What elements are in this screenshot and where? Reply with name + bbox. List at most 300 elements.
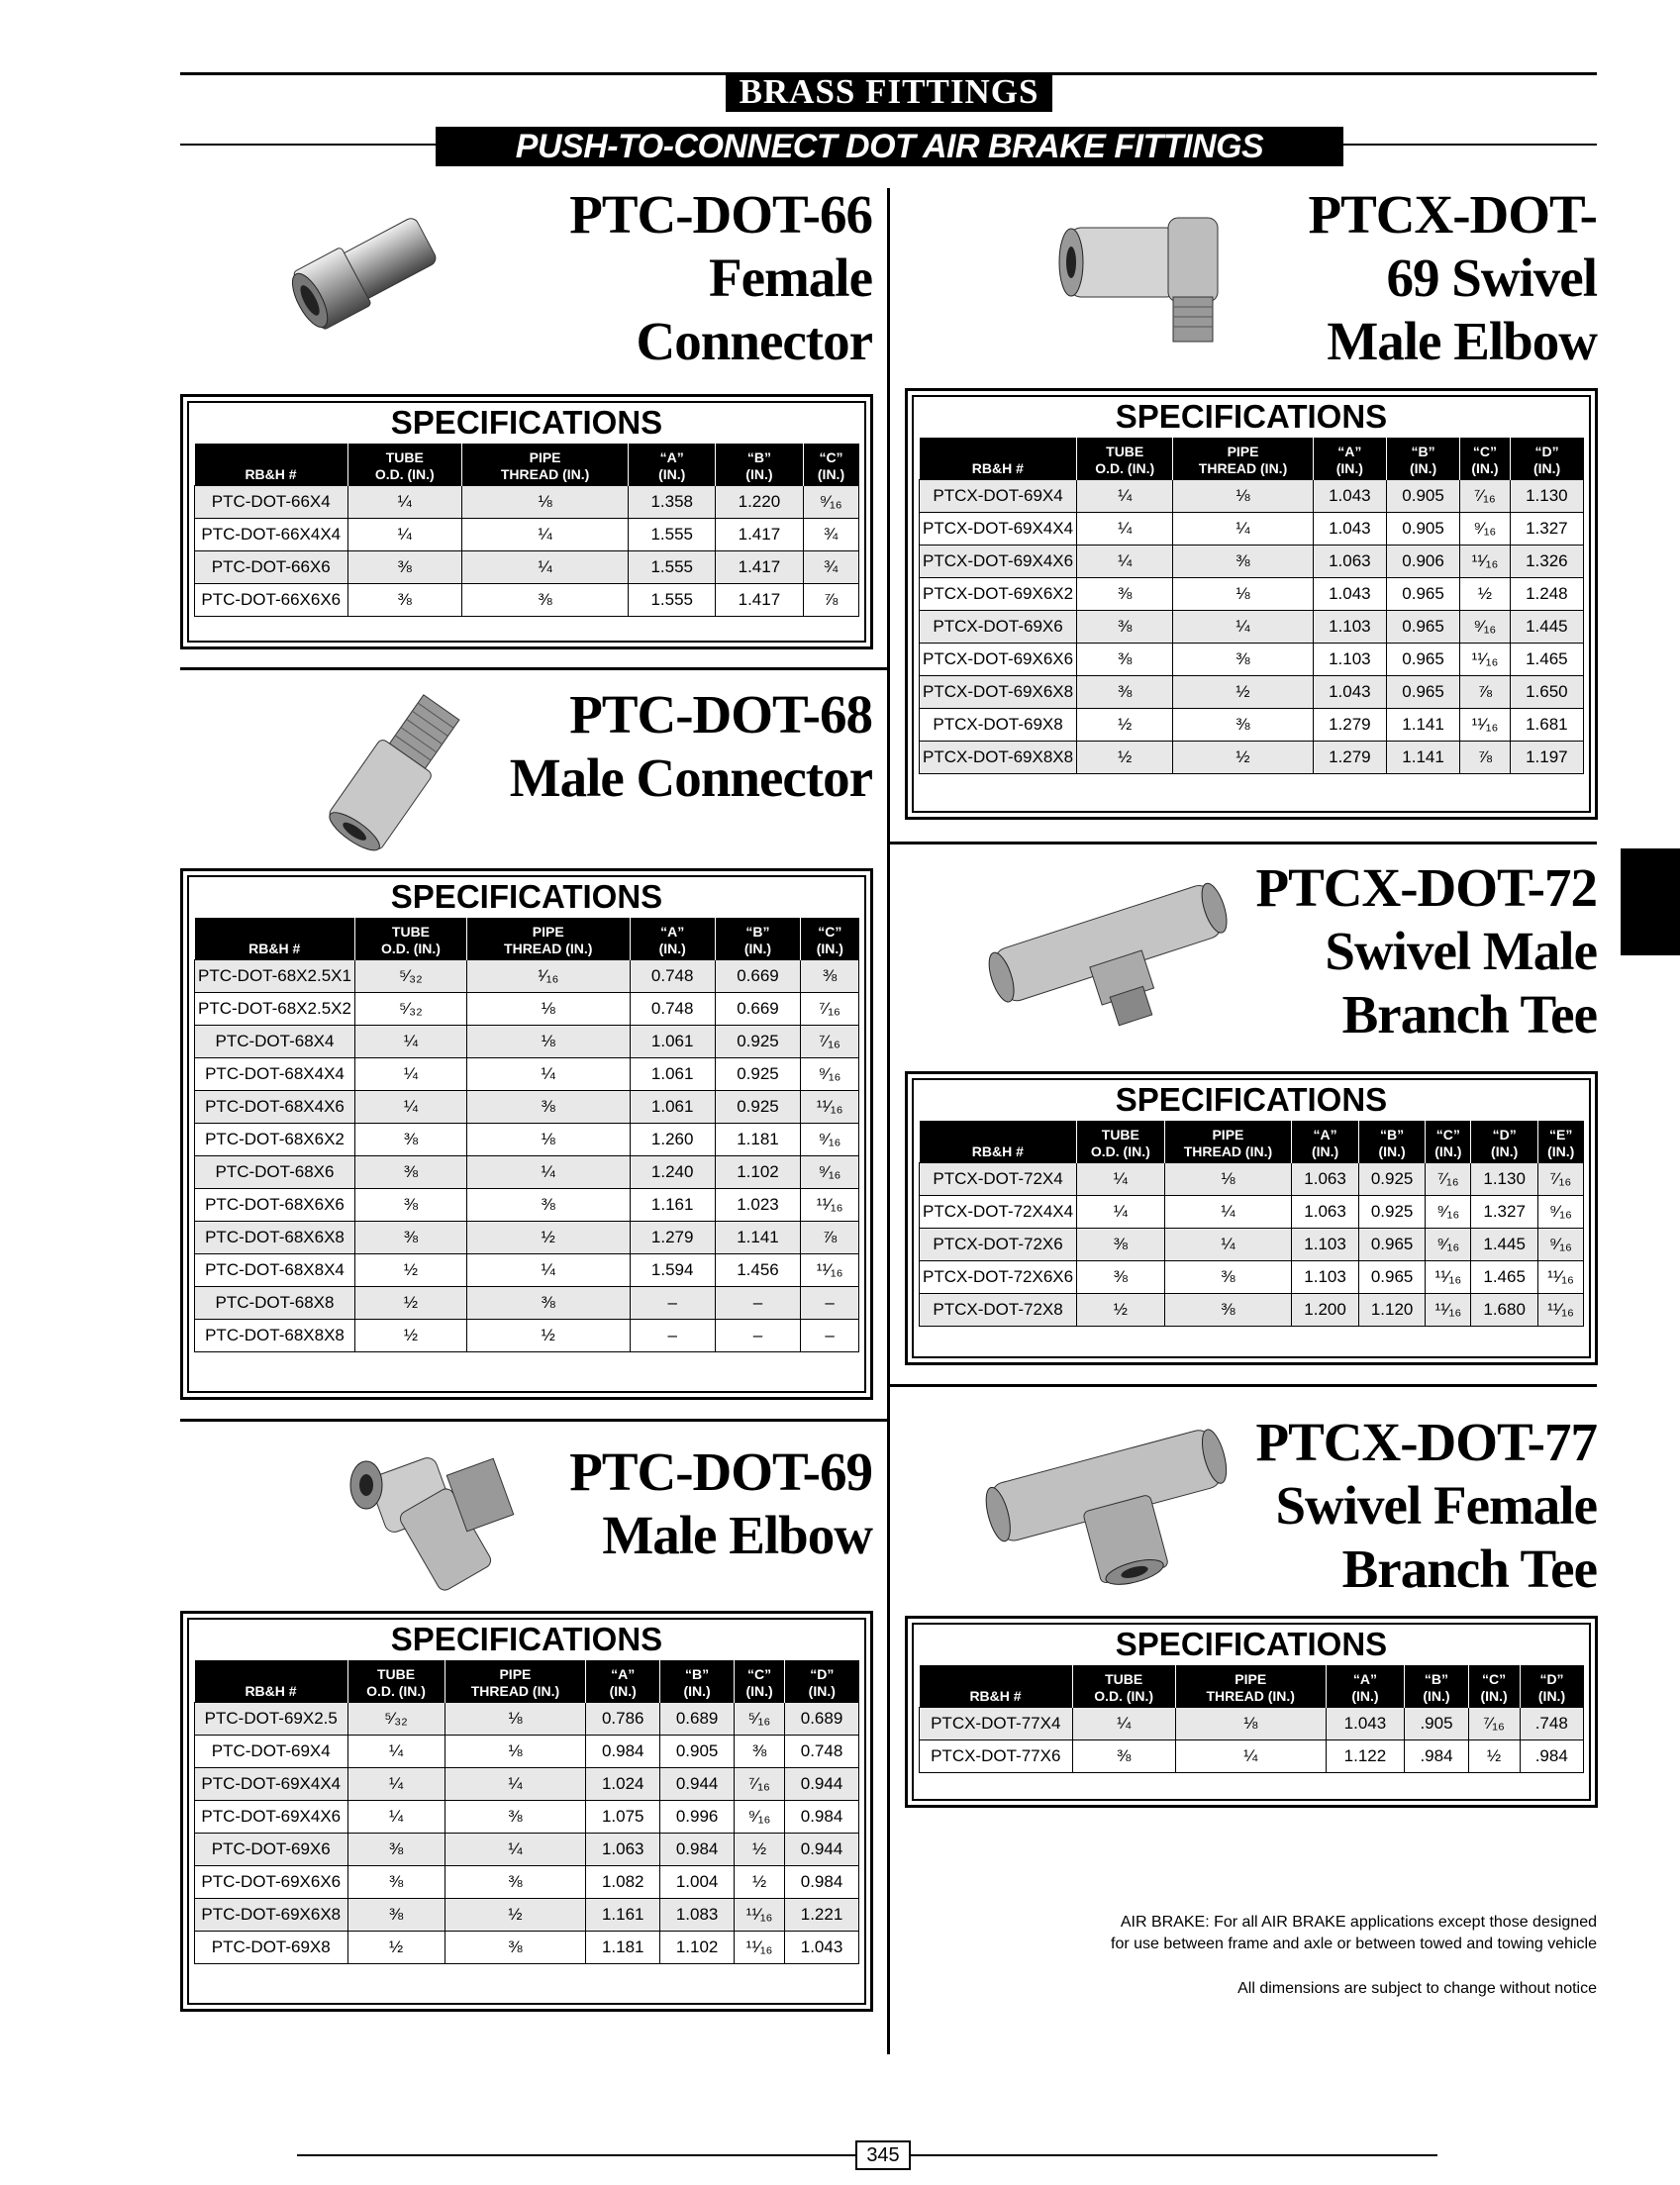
column-header: TUBE O.D. (IN.): [1077, 1121, 1164, 1163]
column-header: “D” (IN.): [785, 1660, 859, 1703]
title-line: Connector: [636, 311, 872, 371]
spec-cell: 1.197: [1510, 742, 1583, 774]
title-line: Swivel Female: [1275, 1475, 1597, 1536]
spec-cell: ⁷⁄₁₆: [1537, 1163, 1583, 1196]
spec-cell: ⅛: [467, 1124, 631, 1156]
spec-cell: 1.061: [630, 1058, 715, 1091]
spec-cell: ⅜: [1077, 578, 1173, 611]
spec-cell: –: [715, 1320, 800, 1352]
spec-cell: 1.200: [1292, 1294, 1359, 1327]
air-brake-note-line1: AIR BRAKE: For all AIR BRAKE applications except those designed: [1120, 1914, 1597, 1931]
ptcx-dot-77-table: [919, 1665, 1584, 1773]
spec-cell: 0.925: [1358, 1163, 1426, 1196]
spec-cell: ¹¹⁄₁₆: [801, 1091, 859, 1124]
spec-cell: 1.465: [1471, 1261, 1538, 1294]
spec-cell: 0.905: [1386, 513, 1459, 546]
column-header: RB&H #: [195, 444, 348, 486]
table-row: [195, 1320, 859, 1352]
spec-cell: 0.689: [785, 1703, 859, 1736]
spec-cell: 1.417: [716, 519, 803, 551]
title-line: Branch Tee: [1341, 984, 1597, 1044]
spec-cell: 0.925: [715, 1026, 800, 1058]
spec-cell: ¼: [462, 551, 629, 584]
spec-cell: 0.965: [1358, 1261, 1426, 1294]
table-row: [195, 1768, 859, 1801]
spec-cell: 1.279: [1313, 709, 1386, 742]
spec-cell: 0.925: [715, 1091, 800, 1124]
title-line: PTC-DOT-69: [569, 1441, 872, 1502]
spec-cell: 1.063: [1292, 1196, 1359, 1229]
spec-cell: 1.023: [715, 1189, 800, 1222]
column-header: “A” (IN.): [586, 1660, 660, 1703]
spec-cell: ¼: [1077, 1163, 1164, 1196]
female-connector-image: [282, 198, 460, 347]
spec-cell: 0.996: [660, 1801, 735, 1834]
table-row: [195, 1058, 859, 1091]
table-row: [195, 1026, 859, 1058]
spec-cell: 1.279: [1313, 742, 1386, 774]
ptcx-dot-72-spec-box: [905, 1071, 1598, 1365]
spec-cell: ¹¹⁄₁₆: [1460, 644, 1511, 676]
spec-cell: ¹¹⁄₁₆: [1426, 1261, 1471, 1294]
spec-cell: ¼: [462, 519, 629, 551]
spec-cell: ⅛: [445, 1736, 586, 1768]
ptc-dot-69-table: [194, 1660, 859, 1964]
spec-cell: ⅜: [467, 1189, 631, 1222]
spec-heading: SPECIFICATIONS: [390, 1621, 663, 1657]
ptc-dot-68-table: [194, 918, 859, 1352]
spec-cell: ⅛: [1164, 1163, 1292, 1196]
spec-cell: ⁹⁄₁₆: [1460, 513, 1511, 546]
table-row: [195, 1932, 859, 1964]
spec-cell: ¼: [347, 1736, 445, 1768]
spec-cell: 1.075: [586, 1801, 660, 1834]
spec-cell: ⅜: [1164, 1261, 1292, 1294]
spec-cell: ⅜: [1173, 644, 1313, 676]
spec-cell: ⅞: [803, 584, 859, 617]
column-header: “C” (IN.): [1460, 438, 1511, 480]
spec-cell: 1.240: [630, 1156, 715, 1189]
spec-cell: ⁷⁄₁₆: [735, 1768, 785, 1801]
ptc-dot-69-spec-box: [180, 1611, 873, 2012]
table-row: [195, 1189, 859, 1222]
column-header: RB&H #: [920, 1121, 1077, 1163]
footer-rule-left: [297, 2154, 855, 2156]
column-header: PIPE THREAD (IN.): [1164, 1121, 1292, 1163]
spec-cell: 0.944: [785, 1834, 859, 1866]
spec-cell: 1.102: [715, 1156, 800, 1189]
spec-cell: ⅜: [467, 1091, 631, 1124]
spec-cell: 1.043: [1326, 1708, 1405, 1740]
title-line: PTC-DOT-68: [569, 684, 872, 745]
spec-cell: ⅛: [1173, 578, 1313, 611]
table-row: [920, 709, 1584, 742]
spec-cell: ½: [1077, 1294, 1164, 1327]
part-number-cell: PTC-DOT-68X2.5X2: [195, 993, 355, 1026]
spec-cell: ¼: [347, 519, 462, 551]
spec-cell: ⁵⁄₃₂: [347, 1703, 445, 1736]
spec-cell: ⅞: [1460, 742, 1511, 774]
part-number-cell: PTC-DOT-68X4X4: [195, 1058, 355, 1091]
spec-cell: ¹⁄₁₆: [467, 960, 631, 993]
ptcx-dot-77-title: [1188, 1411, 1597, 1601]
ptc-dot-68-spec-box: [180, 868, 873, 1400]
spec-cell: ¼: [445, 1768, 586, 1801]
spec-cell: 0.669: [715, 960, 800, 993]
column-header: “A” (IN.): [1313, 438, 1386, 480]
part-number-cell: PTC-DOT-66X4X4: [195, 519, 348, 551]
spec-cell: 0.965: [1386, 644, 1459, 676]
spec-cell: 1.141: [715, 1222, 800, 1254]
table-row: [195, 1801, 859, 1834]
spec-cell: 1.043: [785, 1932, 859, 1964]
spec-cell: .905: [1405, 1708, 1468, 1740]
column-header: “C” (IN.): [1468, 1665, 1520, 1708]
spec-cell: ⅜: [1077, 1229, 1164, 1261]
spec-cell: ⁵⁄₃₂: [354, 960, 466, 993]
spec-cell: 1.043: [1313, 480, 1386, 513]
spec-cell: ¼: [1077, 1196, 1164, 1229]
part-number-cell: PTCX-DOT-69X6X2: [920, 578, 1077, 611]
spec-cell: 1.555: [629, 584, 716, 617]
part-number-cell: PTC-DOT-69X4X6: [195, 1801, 348, 1834]
spec-cell: 0.984: [785, 1866, 859, 1899]
part-number-cell: PTC-DOT-68X2.5X1: [195, 960, 355, 993]
spec-cell: ⅜: [735, 1736, 785, 1768]
spec-cell: ⅞: [801, 1222, 859, 1254]
spec-cell: ¼: [354, 1026, 466, 1058]
spec-cell: 1.680: [1471, 1294, 1538, 1327]
table-row: [195, 1254, 859, 1287]
spec-cell: ⅜: [1077, 644, 1173, 676]
part-number-cell: PTCX-DOT-72X4: [920, 1163, 1077, 1196]
table-row: [195, 584, 859, 617]
spec-cell: ¹¹⁄₁₆: [1460, 546, 1511, 578]
spec-cell: 1.102: [660, 1932, 735, 1964]
column-header: TUBE O.D. (IN.): [354, 918, 466, 960]
ptcx-dot-69-table: [919, 438, 1584, 774]
table-row: [920, 546, 1584, 578]
spec-cell: ⁷⁄₁₆: [1468, 1708, 1520, 1740]
spec-cell: –: [630, 1320, 715, 1352]
spec-heading: SPECIFICATIONS: [390, 878, 663, 915]
spec-cell: –: [801, 1320, 859, 1352]
spec-cell: ⅜: [801, 960, 859, 993]
spec-cell: 1.043: [1313, 676, 1386, 709]
spec-cell: ⅜: [1164, 1294, 1292, 1327]
spec-cell: ⅜: [467, 1287, 631, 1320]
part-number-cell: PTCX-DOT-72X4X4: [920, 1196, 1077, 1229]
spec-cell: ⁹⁄₁₆: [1537, 1196, 1583, 1229]
column-header: RB&H #: [195, 918, 355, 960]
part-number-cell: PTC-DOT-66X4: [195, 486, 348, 519]
spec-cell: ⅜: [445, 1932, 586, 1964]
spec-cell: 1.681: [1510, 709, 1583, 742]
spec-cell: 1.043: [1313, 578, 1386, 611]
column-header: “C” (IN.): [1426, 1121, 1471, 1163]
part-number-cell: PTC-DOT-68X8X4: [195, 1254, 355, 1287]
spec-cell: 1.063: [1313, 546, 1386, 578]
ptcx-dot-69-spec-box: [905, 388, 1598, 820]
column-header: “D” (IN.): [1471, 1121, 1538, 1163]
column-header: “A” (IN.): [1292, 1121, 1359, 1163]
part-number-cell: PTCX-DOT-72X8: [920, 1294, 1077, 1327]
table-row: [195, 551, 859, 584]
part-number-cell: PTC-DOT-69X2.5: [195, 1703, 348, 1736]
spec-cell: ½: [1460, 578, 1511, 611]
spec-cell: ¼: [467, 1058, 631, 1091]
spec-cell: ⅜: [347, 584, 462, 617]
column-header: “D” (IN.): [1520, 1665, 1584, 1708]
spec-cell: 1.122: [1326, 1740, 1405, 1773]
spec-cell: 0.944: [660, 1768, 735, 1801]
spec-cell: ⅜: [354, 1156, 466, 1189]
spec-cell: .984: [1520, 1740, 1584, 1773]
spec-cell: ⅛: [445, 1703, 586, 1736]
spec-cell: 1.103: [1292, 1229, 1359, 1261]
spec-cell: ⁹⁄₁₆: [801, 1124, 859, 1156]
spec-cell: –: [630, 1287, 715, 1320]
spec-cell: 1.043: [1313, 513, 1386, 546]
spec-cell: 1.327: [1471, 1196, 1538, 1229]
spec-cell: 0.905: [660, 1736, 735, 1768]
spec-cell: ⁹⁄₁₆: [801, 1058, 859, 1091]
ptc-dot-68-title: [475, 683, 872, 810]
spec-cell: ¹¹⁄₁₆: [735, 1932, 785, 1964]
ptcx-dot-77-spec-box: [905, 1616, 1598, 1808]
table-row: [920, 480, 1584, 513]
column-header: “C” (IN.): [801, 918, 859, 960]
spec-cell: ¼: [445, 1834, 586, 1866]
spec-cell: 1.248: [1510, 578, 1583, 611]
part-number-cell: PTC-DOT-68X4X6: [195, 1091, 355, 1124]
spec-cell: 1.555: [629, 519, 716, 551]
spec-cell: ½: [1173, 676, 1313, 709]
part-number-cell: PTCX-DOT-69X4: [920, 480, 1077, 513]
spec-cell: 0.748: [785, 1736, 859, 1768]
part-number-cell: PTC-DOT-66X6: [195, 551, 348, 584]
page-number: 345: [855, 2140, 911, 2170]
table-row: [195, 960, 859, 993]
table-row: [920, 676, 1584, 709]
ptc-dot-66-table: [194, 444, 859, 617]
ptc-dot-66-title: [475, 183, 872, 373]
column-header: “A” (IN.): [1326, 1665, 1405, 1708]
table-row: [920, 1708, 1584, 1740]
section-rule-left-1: [180, 667, 887, 670]
spec-cell: ⅜: [347, 1834, 445, 1866]
column-header: “D” (IN.): [1510, 438, 1583, 480]
spec-cell: ⁹⁄₁₆: [1537, 1229, 1583, 1261]
title-line: Branch Tee: [1341, 1539, 1597, 1599]
part-number-cell: PTC-DOT-69X6X8: [195, 1899, 348, 1932]
title-line: PTC-DOT-66: [569, 184, 872, 245]
spec-cell: ½: [735, 1866, 785, 1899]
part-number-cell: PTCX-DOT-69X6X6: [920, 644, 1077, 676]
spec-heading: SPECIFICATIONS: [390, 404, 663, 441]
spec-cell: ⅜: [1173, 546, 1313, 578]
spec-cell: 1.061: [630, 1026, 715, 1058]
ptc-dot-66-spec-box: [180, 394, 873, 649]
spec-cell: ⅛: [1173, 480, 1313, 513]
spec-cell: ½: [1173, 742, 1313, 774]
title-line: Swivel Male: [1325, 921, 1597, 981]
spec-cell: ¼: [1164, 1196, 1292, 1229]
table-row: [195, 993, 859, 1026]
spec-cell: ⅜: [1077, 611, 1173, 644]
spec-cell: 1.161: [630, 1189, 715, 1222]
column-header: PIPE THREAD (IN.): [1175, 1665, 1326, 1708]
spec-cell: ⅜: [1072, 1740, 1175, 1773]
table-row: [920, 644, 1584, 676]
part-number-cell: PTCX-DOT-69X4X4: [920, 513, 1077, 546]
spec-cell: ⅞: [1460, 676, 1511, 709]
spec-cell: ¹¹⁄₁₆: [801, 1254, 859, 1287]
title-line: Male Elbow: [1327, 311, 1597, 371]
spec-cell: ⅜: [354, 1189, 466, 1222]
spec-cell: 1.260: [630, 1124, 715, 1156]
spec-cell: 1.083: [660, 1899, 735, 1932]
spec-cell: ¼: [1164, 1229, 1292, 1261]
spec-cell: 1.004: [660, 1866, 735, 1899]
table-row: [195, 1287, 859, 1320]
spec-cell: 1.103: [1313, 644, 1386, 676]
disclaimer-note: All dimensions are subject to change without notice: [1237, 1980, 1597, 1997]
ptc-dot-69-title: [475, 1440, 872, 1567]
spec-cell: ⅜: [354, 1124, 466, 1156]
spec-cell: ½: [445, 1899, 586, 1932]
spec-cell: ¼: [1173, 513, 1313, 546]
spec-cell: ½: [467, 1222, 631, 1254]
ptcx-dot-72-title: [1188, 856, 1597, 1046]
spec-cell: ⅜: [1173, 709, 1313, 742]
part-number-cell: PTCX-DOT-69X8X8: [920, 742, 1077, 774]
spec-cell: ⅜: [462, 584, 629, 617]
table-row: [195, 1866, 859, 1899]
spec-cell: ⁷⁄₁₆: [1460, 480, 1511, 513]
part-number-cell: PTC-DOT-68X6X8: [195, 1222, 355, 1254]
part-number-cell: PTC-DOT-66X6X6: [195, 584, 348, 617]
column-header: “B” (IN.): [1386, 438, 1459, 480]
spec-cell: ⅜: [1077, 676, 1173, 709]
spec-cell: ⁷⁄₁₆: [1426, 1163, 1471, 1196]
part-number-cell: PTC-DOT-69X4: [195, 1736, 348, 1768]
spec-cell: ⁹⁄₁₆: [1426, 1196, 1471, 1229]
spec-cell: 1.279: [630, 1222, 715, 1254]
part-number-cell: PTC-DOT-68X6X6: [195, 1189, 355, 1222]
part-number-cell: PTC-DOT-68X8X8: [195, 1320, 355, 1352]
title-line: Male Connector: [509, 747, 872, 808]
part-number-cell: PTC-DOT-68X8: [195, 1287, 355, 1320]
spec-cell: 1.456: [715, 1254, 800, 1287]
spec-cell: 1.141: [1386, 742, 1459, 774]
spec-cell: ⅛: [467, 1026, 631, 1058]
subsection-banner: PUSH-TO-CONNECT DOT AIR BRAKE FITTINGS: [436, 127, 1343, 166]
spec-cell: ¼: [467, 1254, 631, 1287]
spec-cell: 1.417: [716, 584, 803, 617]
spec-cell: ¼: [1072, 1708, 1175, 1740]
spec-cell: ⁷⁄₁₆: [801, 993, 859, 1026]
spec-cell: ⅛: [462, 486, 629, 519]
spec-cell: 1.120: [1358, 1294, 1426, 1327]
spec-cell: ¹¹⁄₁₆: [1537, 1294, 1583, 1327]
spec-cell: 0.965: [1386, 676, 1459, 709]
spec-cell: 0.925: [1358, 1196, 1426, 1229]
spec-cell: 1.161: [586, 1899, 660, 1932]
spec-cell: 1.130: [1510, 480, 1583, 513]
table-row: [195, 519, 859, 551]
spec-cell: ¼: [467, 1156, 631, 1189]
title-line: Male Elbow: [602, 1505, 872, 1565]
spec-cell: 0.944: [785, 1768, 859, 1801]
column-divider: [887, 188, 890, 2054]
spec-cell: ¼: [1175, 1740, 1326, 1773]
column-header: PIPE THREAD (IN.): [462, 444, 629, 486]
column-header: “E” (IN.): [1537, 1121, 1583, 1163]
spec-cell: 1.358: [629, 486, 716, 519]
section-rule-right-2: [890, 1384, 1597, 1387]
table-row: [195, 1124, 859, 1156]
column-header: TUBE O.D. (IN.): [1072, 1665, 1175, 1708]
spec-cell: 1.141: [1386, 709, 1459, 742]
spec-cell: ½: [354, 1287, 466, 1320]
table-row: [920, 611, 1584, 644]
spec-heading: SPECIFICATIONS: [1115, 1626, 1388, 1662]
spec-cell: 1.130: [1471, 1163, 1538, 1196]
spec-cell: 1.445: [1471, 1229, 1538, 1261]
column-header: RB&H #: [920, 1665, 1073, 1708]
column-header: “B” (IN.): [1358, 1121, 1426, 1163]
spec-cell: –: [715, 1287, 800, 1320]
ptcx-dot-72-table: [919, 1121, 1584, 1327]
spec-cell: 1.024: [586, 1768, 660, 1801]
table-row: [195, 1222, 859, 1254]
table-row: [195, 486, 859, 519]
spec-cell: 1.063: [1292, 1163, 1359, 1196]
spec-cell: 0.786: [586, 1703, 660, 1736]
spec-cell: 0.748: [630, 960, 715, 993]
title-line: PTCX-DOT-72: [1255, 857, 1597, 918]
column-header: RB&H #: [920, 438, 1077, 480]
column-header: TUBE O.D. (IN.): [1077, 438, 1173, 480]
part-number-cell: PTCX-DOT-69X4X6: [920, 546, 1077, 578]
column-header: “C” (IN.): [803, 444, 859, 486]
column-header: PIPE THREAD (IN.): [1173, 438, 1313, 480]
spec-cell: 0.965: [1358, 1229, 1426, 1261]
spec-cell: 1.465: [1510, 644, 1583, 676]
table-row: [195, 1091, 859, 1124]
table-row: [195, 1899, 859, 1932]
part-number-cell: PTCX-DOT-69X8: [920, 709, 1077, 742]
column-header: “B” (IN.): [660, 1660, 735, 1703]
spec-cell: .984: [1405, 1740, 1468, 1773]
spec-cell: 1.082: [586, 1866, 660, 1899]
spec-cell: ⅜: [445, 1801, 586, 1834]
table-row: [195, 1156, 859, 1189]
spec-cell: 0.984: [586, 1736, 660, 1768]
footer-rule-right: [911, 2154, 1437, 2156]
spec-cell: 0.669: [715, 993, 800, 1026]
spec-cell: ¼: [354, 1058, 466, 1091]
part-number-cell: PTC-DOT-68X4: [195, 1026, 355, 1058]
spec-cell: ⅜: [445, 1866, 586, 1899]
part-number-cell: PTCX-DOT-72X6X6: [920, 1261, 1077, 1294]
spec-cell: ¹¹⁄₁₆: [1537, 1261, 1583, 1294]
spec-cell: 0.965: [1386, 611, 1459, 644]
table-row: [920, 513, 1584, 546]
part-number-cell: PTC-DOT-69X6: [195, 1834, 348, 1866]
spec-cell: 1.103: [1292, 1261, 1359, 1294]
